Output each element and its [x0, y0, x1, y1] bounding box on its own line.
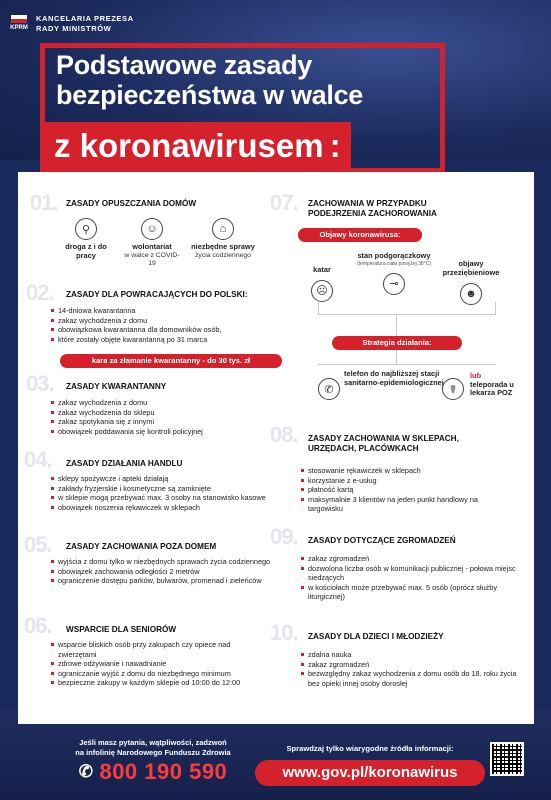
website-link[interactable]: www.gov.pl/koronawirus — [255, 760, 485, 786]
flow-connector — [318, 314, 496, 315]
icon-item-shopping — [188, 218, 258, 260]
symptom-label: stan podgorączkowy — [357, 251, 431, 260]
section-number-05: 05. — [24, 532, 52, 557]
icon-label: droga z i do pracy — [65, 242, 107, 260]
action-teleporada — [470, 372, 530, 398]
action-or-label: lub — [470, 371, 482, 380]
hotline-question-2: na infolinię Narodowego Funduszu Zdrowia — [75, 747, 231, 757]
symptom-katar — [302, 266, 342, 305]
list-item: zakaz zgromadzeń — [300, 660, 522, 670]
section-number-01: 01. — [30, 190, 58, 215]
list-item: w sklepie mogą przebywać max. 3 osoby na stanowisko kasowe — [50, 493, 272, 503]
symptom-fever — [354, 252, 434, 298]
section-number-08: 08. — [270, 422, 298, 447]
list-item: zakaz wychodzenia z domu — [50, 316, 290, 326]
content-card — [18, 172, 534, 724]
list-item: maksymalnie 3 klientów na jeden punkt handlowy na targowisku — [300, 495, 490, 514]
flow-connector — [396, 350, 397, 364]
phone-icon: ✆ — [318, 378, 340, 400]
section-title-10: ZASADY DLA DZIECI I MŁODZIEŻY — [308, 632, 444, 641]
list-item: zakłady fryzjerskie i kosmetyczne są zamknięte — [50, 484, 272, 494]
symptom-cold — [438, 260, 504, 308]
symptom-sublabel: (temperatura ciała powyżej 38°C) — [357, 260, 431, 267]
phone-icon: ✆ — [78, 762, 94, 781]
action-phone-label: telefon do najbliższej stacji sanitarno-epidemiologicznej — [344, 369, 444, 387]
icon-label: niezbędne sprawy — [191, 242, 255, 251]
section-title-07-line-1: ZACHOWANIA W PRZYPADKU — [308, 199, 427, 208]
section-number-09: 09. — [270, 524, 298, 549]
page-title — [46, 50, 446, 110]
section-title-08-line-1: ZASADY ZACHOWANIA W SKLEPACH, — [308, 434, 459, 443]
list-item: 14-dniowa kwarantanna — [50, 306, 290, 316]
flow-connector — [318, 364, 496, 365]
list-item: bezwzględny zakaz wychodzenia z domu osób do 18. roku życia bez opieki innej osoby dorosłej — [300, 669, 522, 688]
section-title-06: WSPARCIE DLA SENIORÓW — [66, 625, 177, 634]
sources-label: Sprawdzaj tylko wiarygodne źródła informacji: — [286, 744, 454, 753]
list-item: w kościołach może przebywać max. 5 osób (oprócz służby liturgicznej) — [300, 583, 520, 602]
list-item: wyjścia z domu tylko w niezbędnych sprawach życia codziennego — [50, 557, 272, 567]
fine-badge: kara za złamanie kwarantanny - do 30 tys. zł — [60, 354, 282, 368]
breathing-icon: ☻ — [460, 283, 482, 305]
section-title-03: ZASADY KWARANTANNY — [66, 382, 167, 391]
flow-connector — [318, 302, 319, 314]
section-number-06: 06. — [24, 613, 52, 638]
qr-code-pattern — [492, 744, 522, 774]
cough-icon: ☹ — [311, 280, 333, 302]
icon-label: wolontariat — [132, 242, 172, 251]
title-line-1: Podstawowe zasady — [56, 50, 312, 80]
section-title-07-line-2: PODEJRZENIA ZACHOROWANIA — [308, 209, 437, 218]
symptoms-label: Objawy koronawirusa: — [298, 228, 422, 242]
action-teleporada-label: teleporada u lekarza POZ — [470, 379, 514, 398]
stethoscope-icon: ☤ — [442, 378, 464, 400]
list-item: bezpieczne zakupy w każdym sklepie od 10:00 do 12:00 — [50, 678, 250, 688]
list-item: które zostały objęte kwarantanną po 31 marca — [50, 335, 290, 345]
section-title-07 — [308, 199, 437, 219]
symptom-label: katar — [313, 265, 331, 274]
brand-line-1: KANCELARIA PREZESA — [36, 14, 134, 23]
icon-sublabel: w walce z COVID-19 — [124, 251, 180, 267]
symptom-label: objawy przeziębieniowe — [442, 259, 500, 277]
walking-person-icon: ⚲ — [75, 218, 97, 240]
list-05 — [50, 557, 272, 586]
list-item: dozwolona liczba osób w komunikacji publicznej - połowa miejsc siedzących — [300, 564, 520, 583]
list-item: zakaz wychodzenia z domu — [50, 398, 290, 408]
section-title-05: ZASADY ZACHOWANIA POZA DOMEM — [66, 542, 217, 551]
kprm-logo — [8, 14, 30, 36]
list-item: obowiązek noszenia rękawiczek w sklepach — [50, 503, 272, 513]
icon-item-work — [58, 218, 114, 260]
hotline-block — [48, 738, 258, 785]
qr-code[interactable] — [490, 742, 524, 776]
list-item: wsparcie bliskich osób przy zakupach czy opiece nad zwierzętami — [50, 640, 250, 659]
list-03 — [50, 398, 290, 436]
list-06 — [50, 640, 250, 688]
list-item: płatność kartą — [300, 485, 490, 495]
list-item: ograniczanie wyjść z domu do niezbędnego minimum — [50, 669, 250, 679]
flow-connector — [396, 314, 397, 336]
section-number-07: 07. — [270, 190, 298, 215]
list-item: sklepy spożywcze i apteki działają — [50, 474, 272, 484]
list-09 — [300, 554, 520, 602]
section-number-10: 10. — [270, 620, 298, 645]
icon-sublabel: życia codziennego — [195, 251, 251, 259]
title-line-2: bezpieczeństwa w walce — [56, 80, 364, 110]
section-title-01: ZASADY OPUSZCZANIA DOMÓW — [66, 199, 197, 208]
section-number-03: 03. — [26, 371, 54, 396]
strategy-label: Strategia działania: — [332, 336, 462, 350]
list-item: zakaz spotykania się z innymi — [50, 417, 290, 427]
brand-name — [36, 14, 134, 34]
shopping-icon: ⌂ — [212, 218, 234, 240]
thermometer-icon: ⊸ — [383, 273, 405, 295]
list-item: korzystanie z e-usług — [300, 476, 490, 486]
list-item: zdalna nauka — [300, 650, 522, 660]
kprm-brand — [8, 14, 134, 36]
section-title-08 — [308, 434, 459, 454]
title-colon: : — [329, 127, 341, 164]
section-number-04: 04. — [24, 447, 52, 472]
icon-item-volunteer — [122, 218, 182, 268]
list-02 — [50, 306, 290, 344]
section-title-04: ZASADY DZIAŁANIA HANDLU — [66, 459, 183, 468]
flow-connector — [495, 302, 496, 314]
list-08 — [300, 466, 490, 514]
list-item: zdrowe odżywianie i nawadnianie — [50, 659, 250, 669]
list-10 — [300, 650, 522, 688]
section-title-02: ZASADY DLA POWRACAJĄCYCH DO POLSKI: — [66, 290, 248, 299]
volunteer-icon: ☺ — [141, 218, 163, 240]
list-item: obowiązek poddawania się kontroli policyjnej — [50, 427, 290, 437]
list-item: zakaz zgromadzeń — [300, 554, 520, 564]
list-04 — [50, 474, 272, 512]
list-item: obowiązkowa kwarantanna dla domowników osób, — [50, 325, 290, 335]
list-item: ograniczenie dostępu parków, bulwarów, promenad i zieleńców — [50, 576, 272, 586]
section-number-02: 02. — [26, 280, 54, 305]
list-item: zakaz wychodzenia do sklepu — [50, 408, 290, 418]
hotline-number[interactable]: 800 190 590 — [99, 759, 228, 784]
hotline-phone[interactable] — [48, 759, 258, 785]
title-highlight — [40, 122, 351, 170]
list-item: obowiązek zachowania odległości 2 metrów — [50, 567, 272, 577]
eagle-icon — [11, 15, 27, 23]
brand-line-2: RADY MINISTRÓW — [36, 24, 112, 33]
hotline-question-1: Jeśli masz pytania, wątpliwości, zadzwoń — [79, 738, 227, 747]
logo-text: KPRM — [10, 25, 28, 31]
list-item: stosowanie rękawiczek w sklepach — [300, 466, 490, 476]
title-line-3: z koronawirusem — [54, 127, 324, 164]
section-title-08-line-2: URZĘDACH, PLACÓWKACH — [308, 444, 419, 453]
sources-block — [255, 744, 485, 786]
section-title-09: ZASADY DOTYCZĄCE ZGROMADZEŃ — [308, 536, 456, 545]
